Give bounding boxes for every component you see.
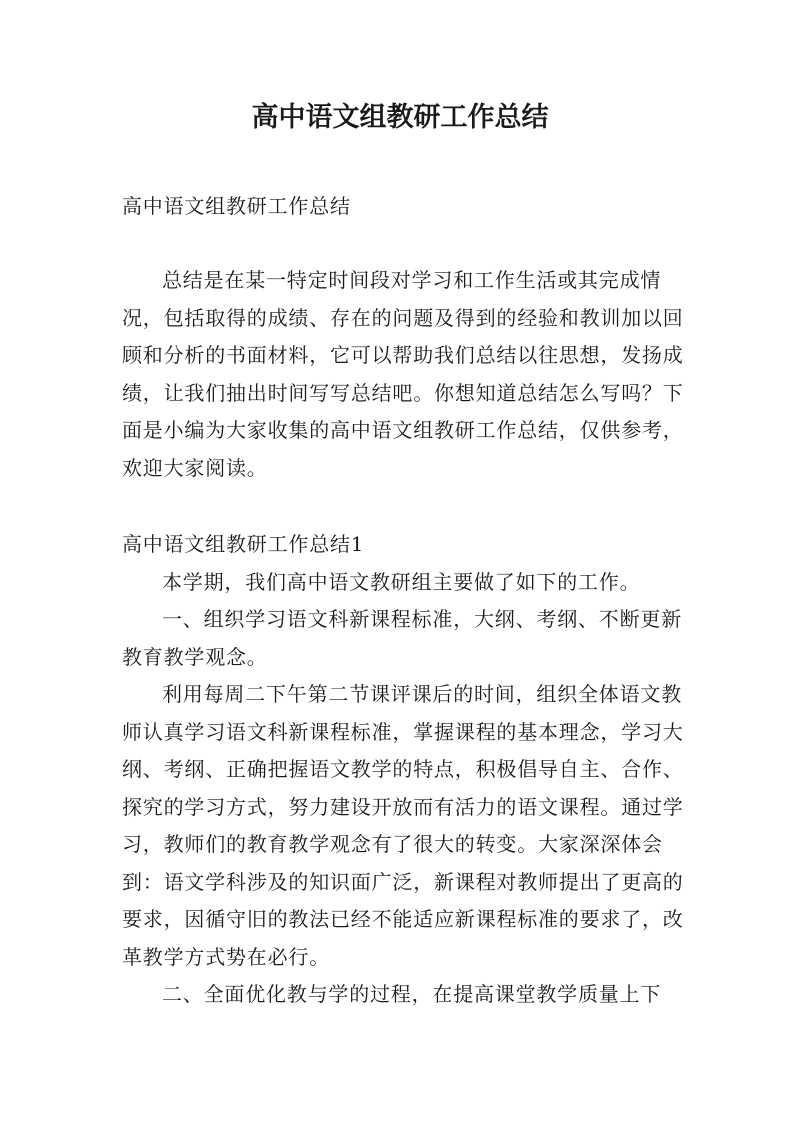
body-paragraph: 一、组织学习语文科新课程标准，大纲、考纲、不断更新教育教学观念。	[122, 607, 682, 669]
section-heading: 高中语文组教研工作总结1	[122, 532, 365, 556]
body-paragraph: 二、全面优化教与学的过程，在提高课堂教学质量上下	[162, 982, 662, 1006]
section-1	[122, 526, 692, 1014]
document-title: 高中语文组教研工作总结	[251, 102, 549, 133]
document-subtitle: 高中语文组教研工作总结	[122, 194, 351, 218]
body-paragraph: 利用每周二下午第二节课评课后的时间，组织全体语文教师认真学习语文科新课程标准，掌握课程的基本理念，学习大纲、考纲、正确把握语文教学的特点，积极倡导自主、合作、探究的学习方式，努力建设开放而有活力的语文课程。通过学习，教师们的教育教学观念有了很大的转变。大家深深体会到：语文学科涉及的知识面广泛，新课程对教师提出了更高的要求，因循守旧的教法已经不能适应新课程标准的要求了，改革教学方式势在必行。	[122, 682, 684, 969]
intro-paragraph: 总结是在某一特定时间段对学习和工作生活或其完成情况，包括取得的成绩、存在的问题及得到的经验和教训加以回顾和分析的书面材料，它可以帮助我们总结以往思想，发扬成绩，让我们抽出时间写写总结吧。你想知道总结怎么写吗？下面是小编为大家收集的高中语文组教研工作总结，仅供参考，欢迎大家阅读。	[122, 268, 684, 480]
body-paragraph: 本学期，我们高中语文教研组主要做了如下的工作。	[162, 569, 641, 594]
